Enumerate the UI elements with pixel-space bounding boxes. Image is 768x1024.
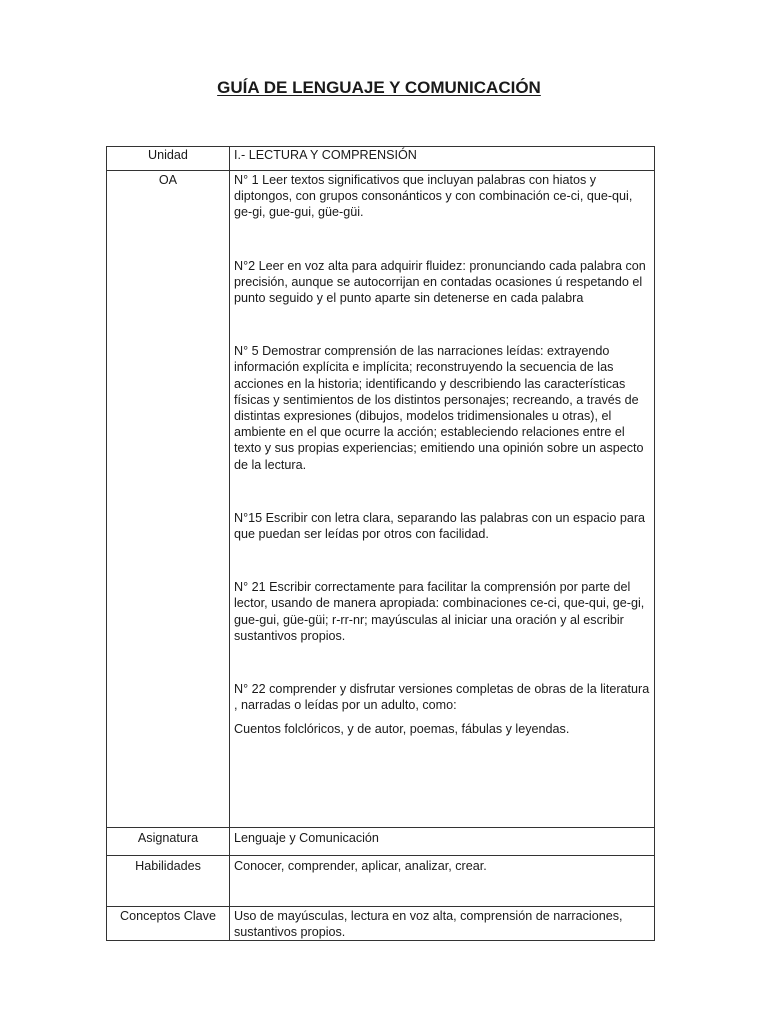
table-row-oa (107, 171, 655, 828)
asignatura-label: Asignatura (107, 828, 230, 856)
table-row-habilidades (107, 856, 655, 907)
unidad-label: Unidad (107, 147, 230, 171)
oa-item-5: N° 5 Demostrar comprensión de las narraciones leídas: extrayendo información explícita e implícita; reconstruyendo la secuencia de las acciones en la historia; identificando y describiendo las características físicas y sentimientos de los distintos personajes; recreando, a través de distintas expresiones (dibujos, modelos tridimensionales u otras), el ambiente en el que ocurre la acción; estableciendo relaciones entre el texto y sus propias experiencias; emitiendo una opinión sobre un aspecto de la lectura. (234, 344, 644, 472)
habilidades-value: Conocer, comprender, aplicar, analizar, crear. (230, 856, 655, 907)
oa-item-21: N° 21 Escribir correctamente para facilitar la comprensión por parte del lector, usando de manera apropiada: combinaciones ce-ci, que-qui, ge-gi, gue-gui, güe-güi; r-rr-nr; mayúsculas al iniciar una oración y al escribir sustantivos propios. (234, 580, 645, 643)
habilidades-label: Habilidades (107, 856, 230, 907)
oa-item-22-genres: Cuentos folclóricos, y de autor, poemas, fábulas y leyendas. (234, 722, 570, 737)
oa-item-22: N° 22 comprender y disfrutar versiones completas de obras de la literatura , narradas o leídas por un adulto, como: (234, 682, 650, 713)
oa-value (230, 171, 655, 828)
document-title-text: GUÍA DE LENGUAJE Y COMUNICACIÓN (217, 78, 541, 97)
table-row-unidad (107, 147, 655, 171)
oa-label: OA (107, 171, 230, 828)
conceptos-value: Uso de mayúsculas, lectura en voz alta, comprensión de narraciones, sustantivos propios. (230, 907, 655, 941)
guide-table (106, 146, 655, 941)
table-row-asignatura (107, 828, 655, 856)
conceptos-label: Conceptos Clave (107, 907, 230, 941)
asignatura-value: Lenguaje y Comunicación (230, 828, 655, 856)
document-title (0, 78, 768, 98)
table-row-conceptos (107, 907, 655, 941)
unidad-value: I.- LECTURA Y COMPRENSIÓN (230, 147, 655, 171)
oa-item-1: N° 1 Leer textos significativos que incluyan palabras con hiatos y diptongos, con grupos consonánticos y con combinación ce-ci, que-qui, ge-gi, gue-gui, güe-güi. (234, 173, 633, 220)
oa-item-15: N°15 Escribir con letra clara, separando las palabras con un espacio para que puedan ser leídas por otros con facilidad. (234, 510, 646, 542)
oa-item-2: N°2 Leer en voz alta para adquirir fluidez: pronunciando cada palabra con precisión, aunque se autocorrijan en contadas ocasiones ú respetando el punto seguido y el punto aparte sin detenerse en cada palabra (234, 258, 646, 306)
